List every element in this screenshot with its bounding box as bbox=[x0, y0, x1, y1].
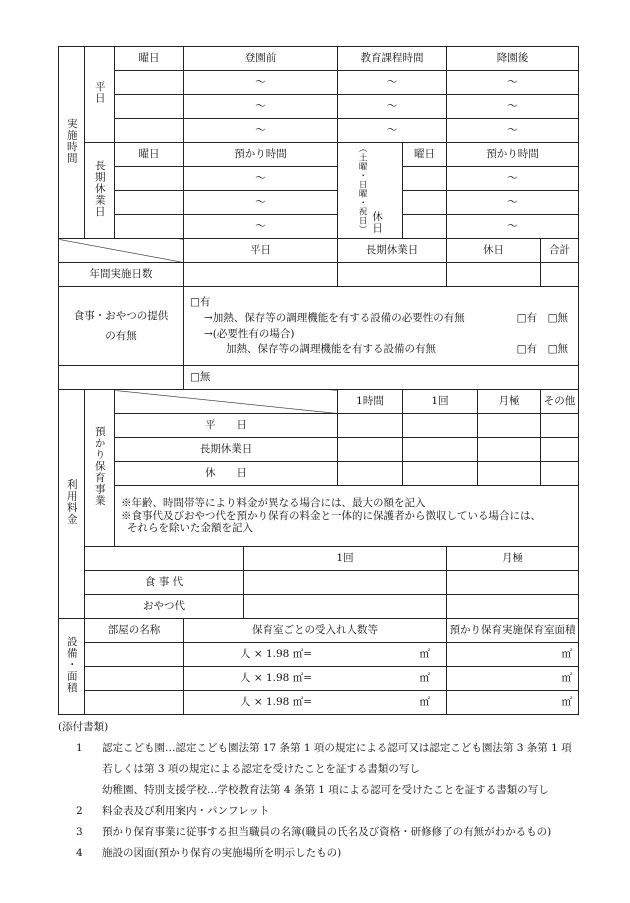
annual-col-weekday: 平日 bbox=[184, 239, 338, 263]
weekday-label: 平日 bbox=[85, 47, 115, 143]
cell[interactable] bbox=[115, 167, 184, 191]
facility-col-area: 預かり保育実施保育室面積 bbox=[447, 619, 579, 643]
long-holiday-label: 長期休業日 bbox=[85, 143, 115, 239]
meal-fee-row-meal: 食 事 代 bbox=[85, 571, 244, 595]
attachments bbox=[58, 717, 578, 864]
cell[interactable] bbox=[115, 71, 184, 95]
capacity-cell[interactable]: 人 × 1.98 ㎡= ㎡ bbox=[184, 643, 447, 667]
fee-col-once: 1回 bbox=[403, 390, 478, 414]
col-youbi: 曜日 bbox=[115, 47, 184, 71]
cell[interactable] bbox=[403, 167, 447, 191]
cell[interactable] bbox=[85, 691, 184, 715]
tilde[interactable]: 〜 bbox=[184, 119, 338, 143]
tilde[interactable]: 〜 bbox=[447, 95, 579, 119]
annual-col-total: 合計 bbox=[541, 239, 579, 263]
annual-label: 年間実施日数 bbox=[59, 263, 184, 287]
attachments-title: (添付書類) bbox=[58, 721, 109, 733]
cell[interactable] bbox=[403, 414, 478, 438]
cell bbox=[85, 547, 244, 571]
attachment-item: 1 認定こども園…認定こども園法第 17 条第 1 項の規定による認可又は認定こども園法第 3 条第 1 項 bbox=[76, 742, 572, 754]
capacity-cell[interactable]: 人 × 1.98 ㎡= ㎡ bbox=[184, 691, 447, 715]
meal-label: 食事・おやつの提供の有無 bbox=[59, 287, 184, 366]
cell[interactable] bbox=[338, 263, 447, 287]
cell[interactable] bbox=[184, 263, 338, 287]
attachment-item: 若しくは第 3 項の規定による認定を受けたことを証する書類の写し bbox=[102, 763, 420, 775]
tilde[interactable]: 〜 bbox=[447, 119, 579, 143]
holiday-label: （土曜・日曜・祝日） 休日 bbox=[338, 143, 403, 239]
col-after: 降園後 bbox=[447, 47, 579, 71]
fee-sub-label: 預かり保育事業 bbox=[85, 390, 115, 547]
tilde[interactable]: 〜 bbox=[184, 215, 338, 239]
tilde[interactable]: 〜 bbox=[447, 215, 579, 239]
cell[interactable] bbox=[541, 462, 579, 486]
fee-label: 利用料金 bbox=[59, 390, 85, 619]
annual-col-holiday: 休日 bbox=[447, 239, 541, 263]
cell[interactable] bbox=[115, 215, 184, 239]
cell[interactable] bbox=[447, 263, 541, 287]
cell[interactable] bbox=[85, 667, 184, 691]
cell[interactable] bbox=[115, 95, 184, 119]
cell[interactable] bbox=[541, 263, 579, 287]
facility-col-capacity: 保育室ごとの受入れ人数等 bbox=[184, 619, 447, 643]
fee-notes: ※年齢、時間帯等により料金が異なる場合には、最大の額を記入 ※食事代及びおやつ代を預かり保育の料金と一体的に保護者から徴収している場合には、 それらを除いた金額を記入 bbox=[115, 486, 579, 547]
col-youbi: 曜日 bbox=[115, 143, 184, 167]
tilde[interactable]: 〜 bbox=[184, 167, 338, 191]
col-edu: 教育課程時間 bbox=[338, 47, 447, 71]
cell[interactable] bbox=[85, 643, 184, 667]
cell[interactable] bbox=[115, 119, 184, 143]
tilde[interactable]: 〜 bbox=[184, 95, 338, 119]
meal-yes[interactable]: □有 bbox=[190, 296, 211, 309]
tilde[interactable]: 〜 bbox=[184, 71, 338, 95]
fee-row-weekday: 平 日 bbox=[115, 414, 338, 438]
attachment-item: 4 施設の図面(預かり保育の実施場所を明示したもの) bbox=[76, 847, 342, 859]
cell[interactable] bbox=[244, 595, 447, 619]
col-before: 登園前 bbox=[184, 47, 338, 71]
meal-fee-row-snack: おやつ代 bbox=[85, 595, 244, 619]
tilde[interactable]: 〜 bbox=[184, 191, 338, 215]
tilde[interactable]: 〜 bbox=[338, 119, 447, 143]
cell[interactable] bbox=[338, 438, 403, 462]
area-cell[interactable]: ㎡ bbox=[447, 643, 579, 667]
fee-row-long: 長期休業日 bbox=[115, 438, 338, 462]
meal-fee-col-month: 月極 bbox=[447, 547, 579, 571]
tilde[interactable]: 〜 bbox=[338, 95, 447, 119]
cell[interactable] bbox=[115, 191, 184, 215]
cell[interactable] bbox=[338, 414, 403, 438]
meal-no[interactable]: □無 bbox=[184, 366, 579, 390]
annual-col-long: 長期休業日 bbox=[338, 239, 447, 263]
cell[interactable] bbox=[403, 462, 478, 486]
need-no[interactable]: □無 bbox=[547, 311, 569, 324]
attachment-item: 幼稚園、特別支援学校…学校教育法第 4 条第 1 項による認可を受けたことを証する書類の写し bbox=[102, 784, 549, 796]
col-youbi: 曜日 bbox=[403, 143, 447, 167]
fee-col-hour: 1時間 bbox=[338, 390, 403, 414]
cell[interactable] bbox=[541, 414, 579, 438]
diag-cell bbox=[59, 239, 184, 263]
col-azukari: 預かり時間 bbox=[447, 143, 579, 167]
col-azukari: 預かり時間 bbox=[184, 143, 338, 167]
cell[interactable] bbox=[447, 595, 579, 619]
capacity-cell[interactable]: 人 × 1.98 ㎡= ㎡ bbox=[184, 667, 447, 691]
attachment-item: 3 預かり保育事業に従事する担当職員の名簿(職員の氏名及び資格・研修修了の有無がわかるもの) bbox=[76, 826, 552, 838]
area-cell[interactable]: ㎡ bbox=[447, 691, 579, 715]
equip-no[interactable]: □無 bbox=[547, 343, 569, 356]
cell[interactable] bbox=[244, 571, 447, 595]
facility-col-room: 部屋の名称 bbox=[85, 619, 184, 643]
cell[interactable] bbox=[403, 215, 447, 239]
fee-col-month: 月極 bbox=[478, 390, 541, 414]
attachment-item: 2 料金表及び利用案内・パンフレット bbox=[76, 805, 270, 817]
equip-yes[interactable]: □有 bbox=[516, 343, 538, 356]
meal-options: □有 →加熱、保存等の調理機能を有する設備の必要性の有無 □有 □無 →(必要性有の場合) 加熱、保存等の調理機能を有する設備の有無 □有 □無 bbox=[184, 287, 579, 366]
facility-label: 設備・面積 bbox=[59, 619, 85, 715]
tilde[interactable]: 〜 bbox=[338, 71, 447, 95]
cell[interactable] bbox=[478, 462, 541, 486]
cell[interactable] bbox=[478, 414, 541, 438]
tilde[interactable]: 〜 bbox=[447, 167, 579, 191]
application-form bbox=[58, 46, 578, 864]
form-table bbox=[58, 46, 579, 715]
tilde[interactable]: 〜 bbox=[447, 71, 579, 95]
cell bbox=[59, 366, 184, 390]
need-yes[interactable]: □有 bbox=[516, 311, 538, 324]
meal-fee-col-once: 1回 bbox=[244, 547, 447, 571]
fee-row-holiday: 休 日 bbox=[115, 462, 338, 486]
fee-col-other: その他 bbox=[541, 390, 579, 414]
cell[interactable] bbox=[447, 571, 579, 595]
impl-header: 実施時間 bbox=[59, 47, 85, 239]
tilde[interactable]: 〜 bbox=[447, 191, 579, 215]
cell[interactable] bbox=[338, 462, 403, 486]
area-cell[interactable]: ㎡ bbox=[447, 667, 579, 691]
cell[interactable] bbox=[403, 438, 478, 462]
cell[interactable] bbox=[478, 438, 541, 462]
diag-cell bbox=[115, 390, 338, 414]
cell[interactable] bbox=[403, 191, 447, 215]
cell[interactable] bbox=[541, 438, 579, 462]
